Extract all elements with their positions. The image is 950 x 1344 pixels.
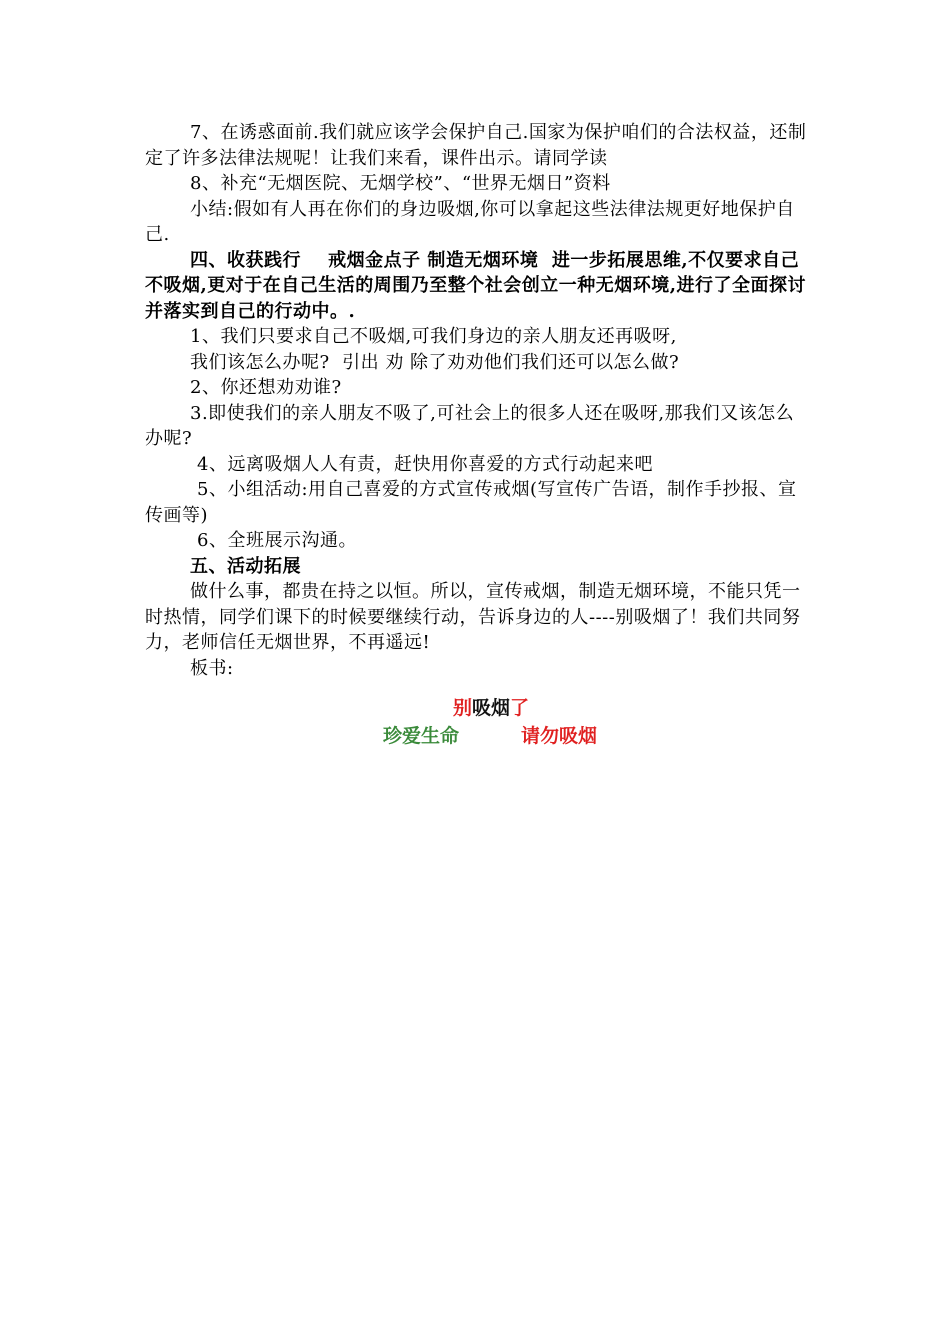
item-3: 3.即使我们的亲人朋友不吸了,可社会上的很多人还在吸呀,那我们又该怎么办呢? xyxy=(145,402,795,449)
item-2: 2、你还想劝劝谁? xyxy=(190,377,342,398)
item-5: 5、小组活动:用自己喜爱的方式宣传戒烟(写宣传广告语，制作手抄报、宣传画等) xyxy=(145,479,797,526)
board-label: 板书: xyxy=(190,657,234,679)
closing-paragraph: 做什么事，都贵在持之以恒。所以，宣传戒烟，制造无烟环境，不能只凭一时热情，同学们课下的时候要继续行动，告诉身边的人----别吸烟了！我们共同努力，老师信任无烟世界，不再遥远! xyxy=(145,581,801,653)
board-title xyxy=(453,694,529,722)
item-4: 4、远离吸烟人人有责，赶快用你喜爱的方式行动起来吧 xyxy=(197,453,653,475)
board-title-part-3: 了 xyxy=(510,697,530,719)
item-6: 6、全班展示沟通。 xyxy=(197,530,357,551)
paragraph-7: 7、在诱惑面前.我们就应该学会保护自己.国家为保护咱们的合法权益，还制定了许多法律法规呢！让我们来看，课件出示。请同学读 xyxy=(145,122,807,169)
board-slogans xyxy=(383,722,597,750)
board-slogan-left: 珍爱生命 xyxy=(383,725,460,747)
summary-paragraph: 小结:假如有人再在你们的身边吸烟,你可以拿起这些法律法规更好地保护自己. xyxy=(145,198,795,245)
section-five-heading: 五、活动拓展 xyxy=(190,555,301,577)
section-four-heading: 四、收获践行 戒烟金点子 制造无烟环境 进一步拓展思维,不仅要求自己不吸烟,更对于在自己生活的周围乃至整个社会创立一种无烟环境,进行了全面探讨并落实到自己的行动中。. xyxy=(145,249,807,322)
board-slogan-right: 请勿吸烟 xyxy=(521,725,598,747)
item-1: 1、我们只要求自己不吸烟,可我们身边的亲人朋友还再吸呀, xyxy=(190,326,677,347)
board-title-part-2: 吸烟 xyxy=(472,697,511,719)
item-1-continued: 我们该怎么办呢? 引出 劝 除了劝劝他们我们还可以怎么做? xyxy=(190,351,680,373)
lesson-text xyxy=(145,120,810,681)
board-title-part-1: 别 xyxy=(453,697,473,719)
paragraph-8: 8、补充“无烟医院、无烟学校”、“世界无烟日”资料 xyxy=(190,173,611,194)
